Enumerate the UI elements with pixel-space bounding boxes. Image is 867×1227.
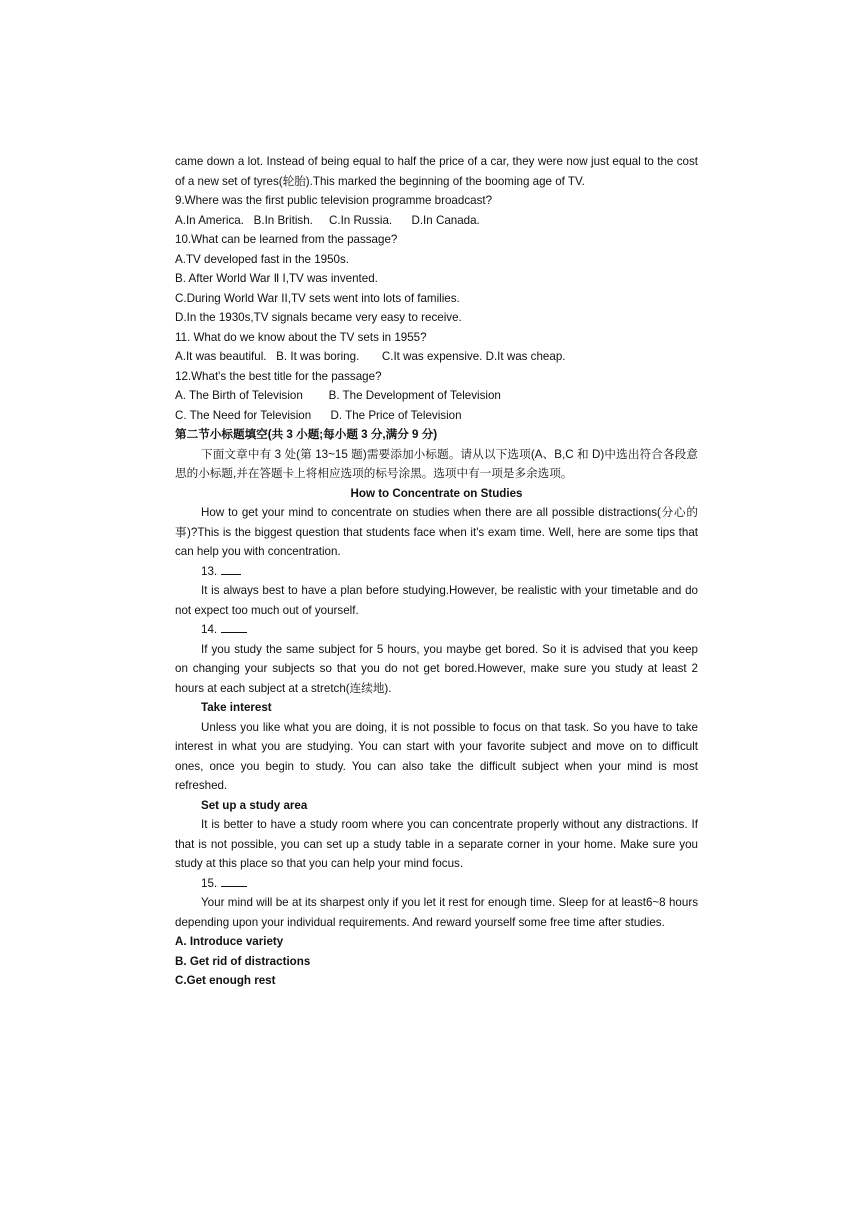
question-15-label: 15. <box>201 876 218 890</box>
choice-a: A. Introduce variety <box>175 935 284 948</box>
paragraph-14: If you study the same subject for 5 hours, you maybe get bored. So it is advised that you keep on changing your subjects so that you do not get bored.However, make sure you study at least 2 hours at each subject at a stretch(连续地). <box>175 642 698 695</box>
article-title: How to Concentrate on Studies <box>350 486 523 500</box>
section-2-instructions: 下面文章中有 3 处(第 13~15 题)需要添加小标题。请从以下选项(A、B,C 和 D)中选出符合各段意思的小标题,并在答题卡上将相应选项的标号涂黑。选项中有一项是多余选项。 <box>175 447 698 480</box>
question-13-label: 13. <box>201 564 218 578</box>
question-9-stem: 9.Where was the first public television programme broadcast? <box>175 194 493 207</box>
subheading-study-area: Set up a study area <box>201 798 308 812</box>
question-13-blank[interactable] <box>221 562 241 575</box>
question-14-label: 14. <box>201 623 218 636</box>
question-15-blank-line <box>175 874 698 894</box>
choice-c: C.Get enough rest <box>175 974 276 987</box>
paragraph-take-interest: Unless you like what you are doing, it is not possible to focus on that task. So you have to take interest in what you are studying. You can start with your favorite subject and move on to difficult ones, once you begin to study. You can also take the difficult subject when your mind is most refreshed. <box>175 720 698 792</box>
question-12-options-row1: A. The Birth of Television B. The Development of Television <box>175 389 501 402</box>
question-14-blank[interactable] <box>221 620 247 633</box>
question-10-option-c: C.During World War II,TV sets went into lots of families. <box>175 291 460 305</box>
article-intro: How to get your mind to concentrate on studies when there are all possible distractions(分心的事)?This is the biggest question that students face when it's exam time. Well, here are some tips that can help you with concentration. <box>175 506 698 558</box>
question-15-blank[interactable] <box>221 874 247 887</box>
choice-b: B. Get rid of distractions <box>175 954 311 968</box>
question-11-stem: 11. What do we know about the TV sets in 1955? <box>175 330 427 344</box>
question-10-option-b: B. After World War Ⅱ I,TV was invented. <box>175 272 378 285</box>
question-12-stem: 12.What's the best title for the passage? <box>175 369 382 383</box>
question-14-blank-line <box>175 620 698 640</box>
question-13-blank-line <box>175 562 698 582</box>
passage-tail: came down a lot. Instead of being equal to half the price of a car, they were now just equal to the cost of a new set of tyres(轮胎).This marked the beginning of the booming age of TV. <box>175 155 698 188</box>
exam-page <box>175 152 698 991</box>
question-9-options: A.In America. B.In British. C.In Russia. D.In Canada. <box>175 213 480 227</box>
subheading-take-interest: Take interest <box>201 701 272 714</box>
paragraph-study-area: It is better to have a study room where you can concentrate properly without any distractions. If that is not possible, you can set up a study table in a separate corner in your home. Make sure you study at this place so that you can help your mind focus. <box>175 818 698 870</box>
question-11-options: A.It was beautiful. B. It was boring. C.It was expensive. D.It was cheap. <box>175 350 566 363</box>
question-10-option-d: D.In the 1930s,TV signals became very easy to receive. <box>175 311 462 324</box>
question-10-option-a: A.TV developed fast in the 1950s. <box>175 252 350 266</box>
question-12-options-row2: C. The Need for Television D. The Price of Television <box>175 408 462 422</box>
section-2-heading: 第二节小标题填空(共 3 小题;每小题 3 分,满分 9 分) <box>175 428 438 441</box>
paragraph-13: It is always best to have a plan before studying.However, be realistic with your timetable and do not expect too much out of yourself. <box>175 584 698 617</box>
question-10-stem: 10.What can be learned from the passage? <box>175 233 398 246</box>
paragraph-15: Your mind will be at its sharpest only if you let it rest for enough time. Sleep for at least6~8 hours depending upon your individual requirements. And reward yourself some free time after studies. <box>175 896 698 929</box>
